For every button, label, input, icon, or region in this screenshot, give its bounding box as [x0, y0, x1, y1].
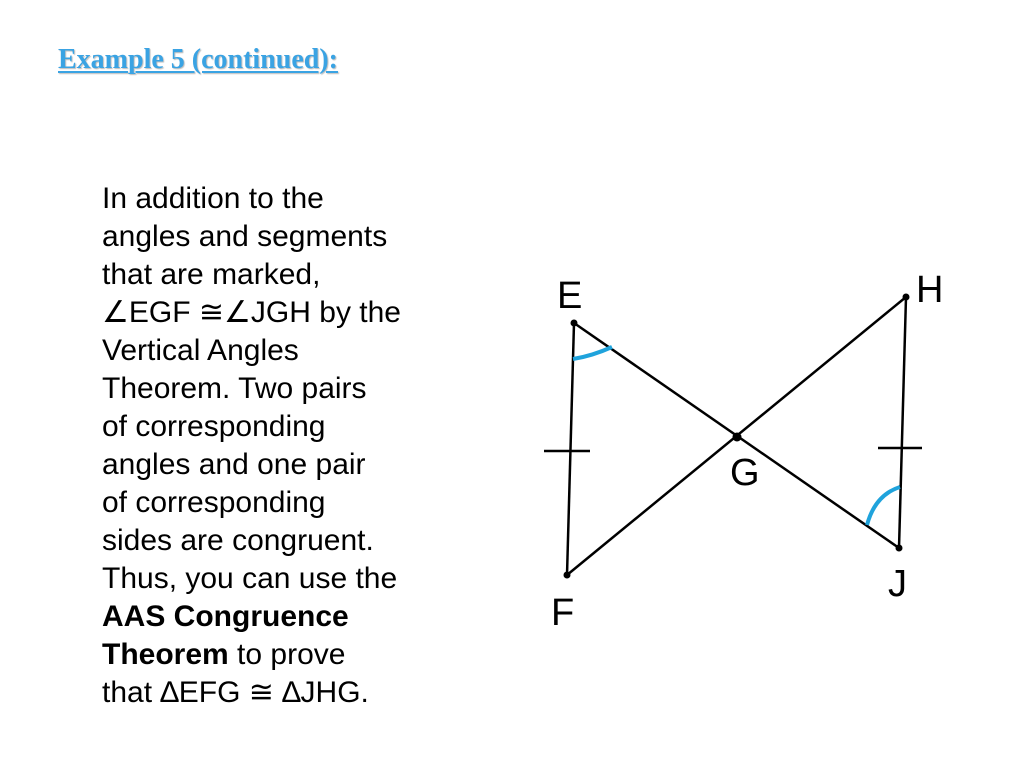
- paragraph-line: Theorem. Two pairs: [102, 372, 367, 405]
- point-G: [733, 433, 742, 442]
- theorem-name-part1: AAS Congruence: [102, 600, 349, 633]
- angle-arc-J: [867, 487, 900, 525]
- paragraph-line: angles and one pair: [102, 448, 366, 481]
- label-G: G: [730, 452, 760, 494]
- paragraph-line: In addition to the: [102, 182, 324, 215]
- label-F: F: [551, 592, 575, 634]
- label-H: H: [916, 269, 944, 311]
- paragraph-line: of corresponding: [102, 486, 326, 519]
- segment-EF: [567, 323, 574, 575]
- point-H: [903, 294, 910, 301]
- explanation-paragraph: [102, 180, 512, 712]
- paragraph-line: angles and segments: [102, 220, 388, 253]
- point-F: [564, 572, 571, 579]
- theorem-name-part2: Theorem: [102, 638, 229, 671]
- slide-title: Example 5 (continued):: [58, 44, 338, 75]
- bowtie-triangles-diagram: [520, 255, 980, 655]
- paragraph-line: ∠EGF ≅∠JGH by the: [102, 296, 401, 329]
- label-E: E: [557, 275, 583, 317]
- paragraph-line: that ∆EFG ≅ ∆JHG.: [102, 676, 369, 709]
- paragraph-line-bold: [102, 598, 512, 636]
- angle-arc-E: [573, 347, 612, 359]
- point-J: [896, 545, 903, 552]
- point-E: [571, 320, 578, 327]
- paragraph-line: sides are congruent.: [102, 524, 374, 557]
- paragraph-line: Thus, you can use the: [102, 562, 398, 595]
- paragraph-text: to prove: [228, 638, 346, 671]
- label-J: J: [888, 563, 907, 605]
- paragraph-line: [102, 636, 512, 674]
- paragraph-line: of corresponding: [102, 410, 326, 443]
- segment-HJ: [899, 297, 906, 548]
- paragraph-line: Vertical Angles: [102, 334, 299, 367]
- paragraph-line: that are marked,: [102, 258, 321, 291]
